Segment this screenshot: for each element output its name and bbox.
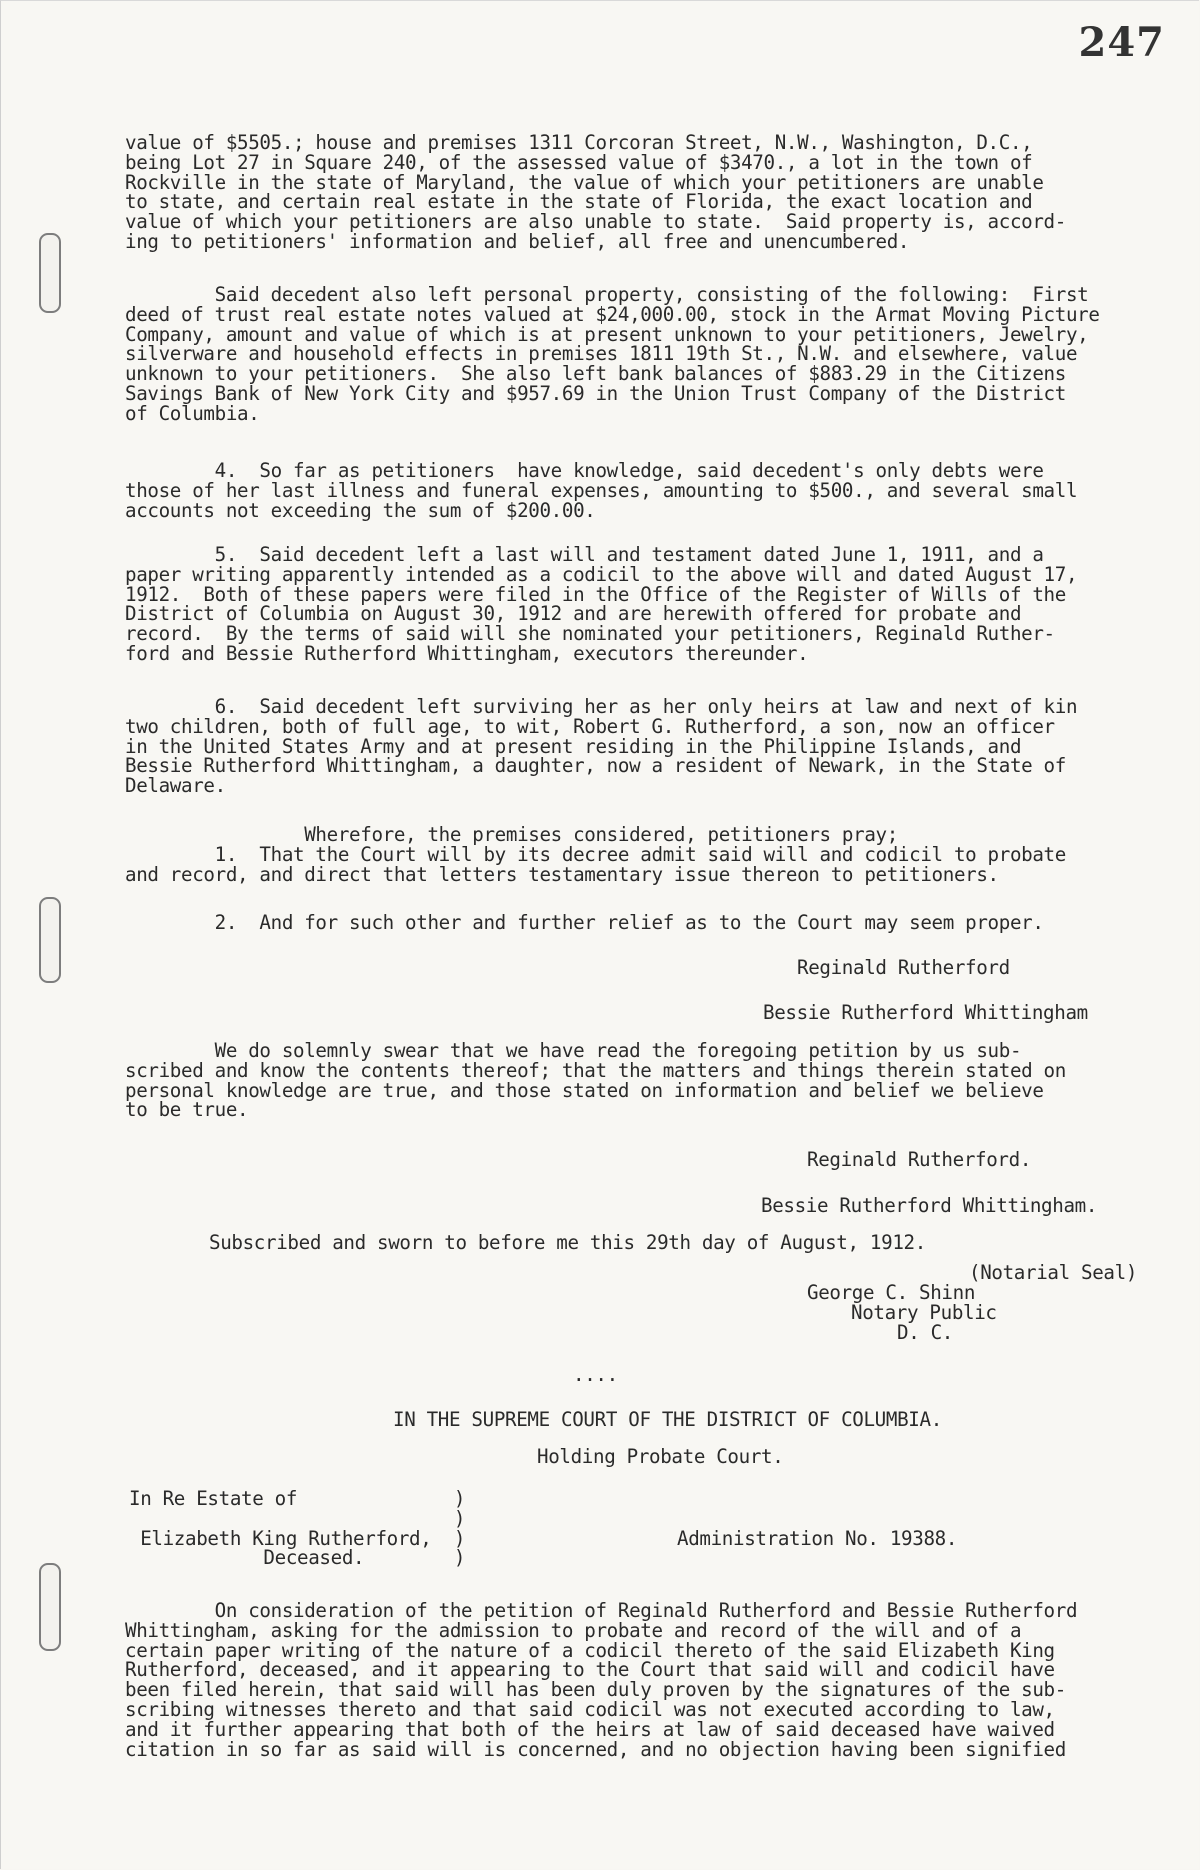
case-caption: [129, 1489, 1129, 1568]
court-subtitle: Holding Probate Court.: [537, 1445, 784, 1468]
text-line: Bessie Rutherford Whittingham, a daughter, now a resident of Newark, in the State of: [125, 754, 1066, 778]
text-line: to state, and certain real estate in the state of Florida, the exact location and: [125, 190, 1033, 214]
text-line: Said decedent also left personal property, consisting of the following: First: [125, 283, 1089, 306]
text-line: ): [129, 1506, 466, 1530]
court-title: IN THE SUPREME COURT OF THE DISTRICT OF COLUMBIA.: [393, 1408, 942, 1431]
separator-dots: ....: [573, 1363, 618, 1386]
paragraph-order: [125, 1601, 1125, 1759]
text-line: and it further appearing that both of the heirs at law of said deceased have waived: [125, 1717, 1055, 1741]
text-line: Elizabeth King Rutherford, ): [129, 1526, 466, 1550]
notarial-seal: (Notarial Seal): [969, 1261, 1138, 1284]
text-line: scribing witnesses thereto and that said codicil was not executed according to law,: [125, 1697, 1055, 1721]
text-line: Rutherford, deceased, and it appearing to the Court that said will and codicil have: [125, 1658, 1055, 1682]
text-line: paper writing apparently intended as a codicil to the above will and dated August 17,: [125, 562, 1078, 586]
text-line: and record, and direct that letters testamentary issue thereon to petitioners.: [125, 862, 999, 886]
text-line: Whittingham, asking for the admission to probate and record of the will and of a: [125, 1618, 1022, 1642]
subscribed-line: Subscribed and sworn to before me this 29th day of August, 1912.: [209, 1231, 926, 1254]
text-line: 4. So far as petitioners have knowledge, said decedent's only debts were: [125, 459, 1044, 482]
text-line: ford and Bessie Rutherford Whittingham, executors thereunder.: [125, 641, 809, 665]
text-line: those of her last illness and funeral expenses, amounting to $500., and several small: [125, 478, 1078, 502]
text-line: unknown to your petitioners. She also left bank balances of $883.29 in the Citizens: [125, 362, 1066, 386]
signature-reginald: Reginald Rutherford: [797, 956, 1010, 979]
text-line: Savings Bank of New York City and $957.69 in the Union Trust Company of the District: [125, 381, 1066, 405]
text-line: accounts not exceeding the sum of $200.00.: [125, 498, 596, 522]
text-line: of Columbia.: [125, 401, 260, 425]
text-line: Company, amount and value of which is at present unknown to your petitioners, Jewelry,: [125, 322, 1089, 346]
text-line: value of $5505.; house and premises 1311 Corcoran Street, N.W., Washington, D.C.,: [125, 131, 1033, 154]
text-line: citation in so far as said will is concerned, and no objection having been signified: [125, 1737, 1066, 1761]
paragraph-heirs: [125, 697, 1125, 796]
text-line: 5. Said decedent left a last will and testament dated June 1, 1911, and a: [125, 543, 1044, 566]
text-line: record. By the terms of said will she nominated your petitioners, Reginald Ruther-: [125, 622, 1055, 646]
text-line: We do solemnly swear that we have read the foregoing petition by us sub-: [125, 1039, 1022, 1062]
signature-bessie: Bessie Rutherford Whittingham: [763, 1001, 1088, 1024]
paragraph-personal-property: [125, 285, 1125, 424]
text-line: 1. That the Court will by its decree admit said will and codicil to probate: [125, 842, 1066, 866]
punch-hole: [39, 1563, 61, 1651]
text-line: Delaware.: [125, 774, 226, 798]
punch-hole: [39, 233, 61, 313]
notary-place: D. C.: [897, 1321, 954, 1344]
text-line: certain paper writing of the nature of a codicil thereto of the said Elizabeth King: [125, 1638, 1055, 1662]
paragraph-real-estate: [125, 133, 1125, 252]
paragraph-relief: [125, 913, 1125, 933]
text-line: being Lot 27 in Square 240, of the assessed value of $3470., a lot in the town of: [125, 150, 1033, 174]
signature-bessie-oath: Bessie Rutherford Whittingham.: [761, 1194, 1098, 1217]
text-line: On consideration of the petition of Reginald Rutherford and Bessie Rutherford: [125, 1599, 1078, 1622]
text-line: Wherefore, the premises considered, petitioners pray;: [125, 823, 898, 846]
text-line: deed of trust real estate notes valued at $24,000.00, stock in the Armat Moving Picture: [125, 302, 1100, 326]
page-number: 247: [1078, 19, 1165, 66]
paragraph-will: [125, 545, 1125, 664]
paragraph-prayer: [125, 825, 1125, 884]
text-line: scribed and know the contents thereof; that the matters and things therein stated on: [125, 1058, 1066, 1082]
text-line: 6. Said decedent left surviving her as her only heirs at law and next of kin: [125, 695, 1078, 718]
signature-reginald-oath: Reginald Rutherford.: [807, 1148, 1032, 1171]
text-line: value of which your petitioners are also unable to state. Said property is, accord-: [125, 210, 1066, 234]
text-line: In Re Estate of ): [129, 1487, 466, 1510]
text-line: 2. And for such other and further relief as to the Court may seem proper.: [125, 911, 1044, 934]
text-line: District of Columbia on August 30, 1912 and are herewith offered for probate and: [125, 602, 1022, 626]
text-line: personal knowledge are true, and those stated on information and belief we believe: [125, 1078, 1044, 1102]
paragraph-oath: [125, 1041, 1125, 1120]
text-line: silverware and household effects in premises 1811 19th St., N.W. and elsewhere, value: [125, 342, 1078, 366]
punch-hole: [39, 897, 61, 983]
text-line: in the United States Army and at present residing in the Philippine Islands, and: [125, 734, 1022, 758]
text-line: Rockville in the state of Maryland, the value of which your petitioners are unable: [125, 170, 1044, 194]
administration-number: Administration No. 19388.: [677, 1527, 958, 1550]
text-line: Deceased. ): [129, 1546, 466, 1570]
text-line: to be true.: [125, 1098, 249, 1122]
text-line: ing to petitioners' information and belief, all free and unencumbered.: [125, 229, 910, 253]
notary-name: George C. Shinn: [807, 1281, 976, 1304]
text-line: two children, both of full age, to wit, Robert G. Rutherford, a son, now an officer: [125, 714, 1055, 738]
text-line: 1912. Both of these papers were filed in the Office of the Register of Wills of the: [125, 582, 1066, 606]
text-line: been filed herein, that said will has been duly proven by the signatures of the sub-: [125, 1678, 1066, 1702]
paragraph-debts: [125, 461, 1125, 520]
notary-title: Notary Public: [851, 1301, 997, 1324]
